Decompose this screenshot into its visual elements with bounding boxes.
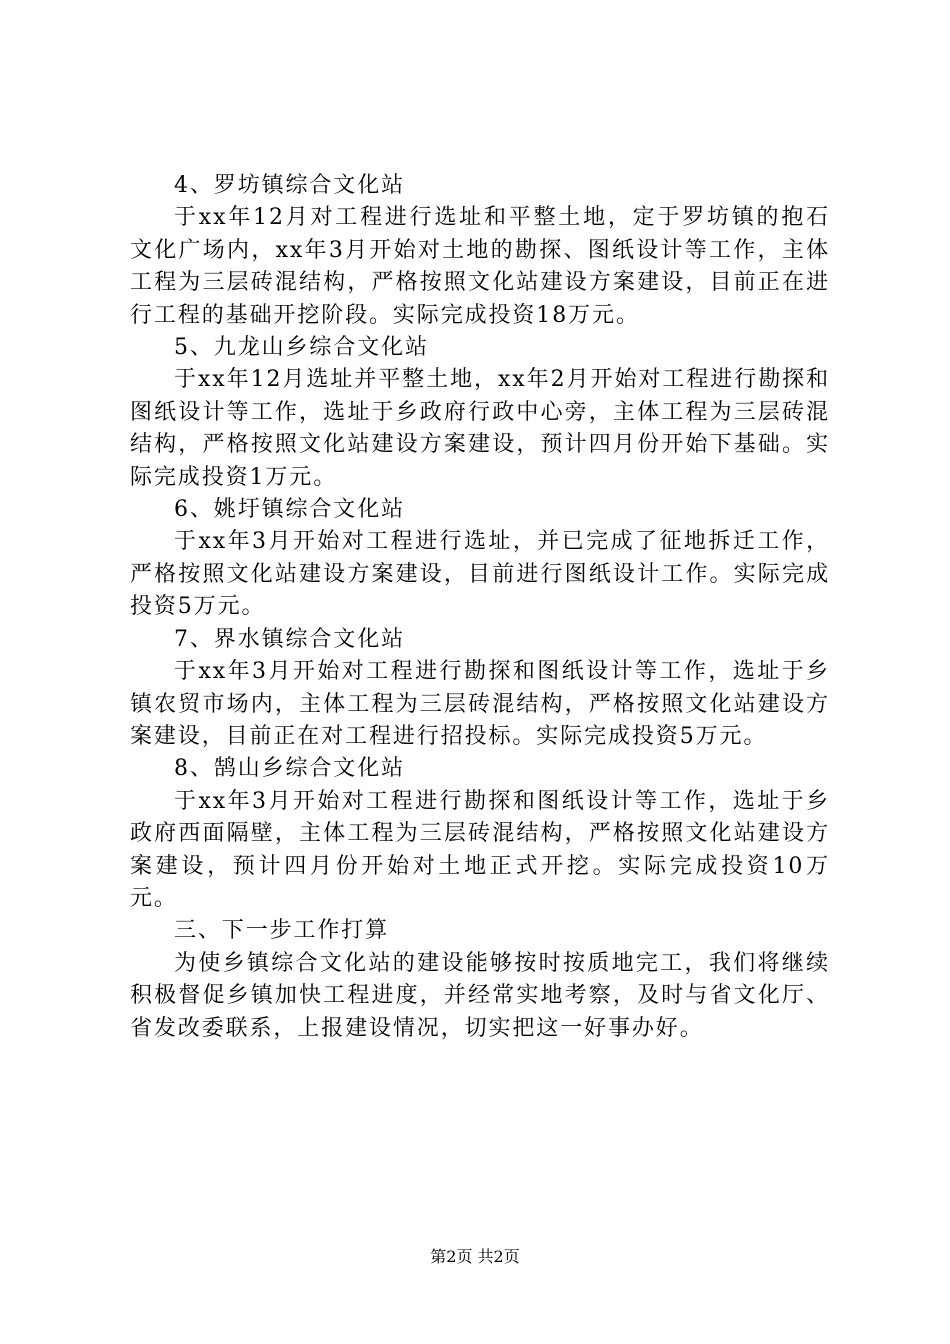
section-heading-hushan: 8、鹄山乡综合文化站 — [174, 756, 405, 782]
section-heading-jieshui: 7、界水镇综合文化站 — [174, 626, 405, 652]
section-heading-yaowei: 6、姚圩镇综合文化站 — [174, 497, 405, 523]
page-number-footer: 第2页 共2页 — [430, 1247, 520, 1266]
section-heading-luofang: 4、罗坊镇综合文化站 — [174, 173, 405, 198]
paragraph-jieshui: 于xx年3月开始对工程进行勘探和图纸设计等工作，选址于乡镇农贸市场内，主体工程为三层砖混结构，严格按照文化站建设方案建设，目前正在对工程进行招投标。实际完成投资5万元。 — [130, 659, 830, 749]
paragraph-yaowei: 于xx年3月开始对工程进行选址，并已完成了征地拆迁工作，严格按照文化站建设方案建设，目前进行图纸设计工作。实际完成投资5万元。 — [130, 529, 830, 620]
section-heading-jiulongshan: 5、九龙山乡综合文化站 — [174, 335, 429, 361]
paragraph-next-steps: 为使乡镇综合文化站的建设能够按时按质地完工，我们将继续积极督促乡镇加快工程进度，并经常实地考察，及时与省文化厅、省发改委联系，上报建设情况，切实把这一好事办好。 — [130, 950, 830, 1041]
section-heading-next-steps: 三、下一步工作打算 — [174, 918, 390, 944]
paragraph-jiulongshan: 于xx年12月选址并平整土地，xx年2月开始对工程进行勘探和图纸设计等工作，选址于乡政府行政中心旁，主体工程为三层砖混结构，严格按照文化站建设方案建设，预计四月份开始下基础。实际完成投资1万元。 — [130, 367, 830, 490]
paragraph-luofang: 于xx年12月对工程进行选址和平整土地，定于罗坊镇的抱石文化广场内，xx年3月开始对土地的勘探、图纸设计等工作，主体工程为三层砖混结构，严格按照文化站建设方案建设，目前正在进行工程的基础开挖阶段。实际完成投资18万元。 — [130, 205, 830, 328]
document-body — [130, 170, 830, 1045]
paragraph-hushan: 于xx年3月开始对工程进行勘探和图纸设计等工作，选址于乡政府西面隔壁，主体工程为三层砖混结构，严格按照文化站建设方案建设，预计四月份开始对土地正式开挖。实际完成投资10万元。 — [130, 788, 830, 911]
